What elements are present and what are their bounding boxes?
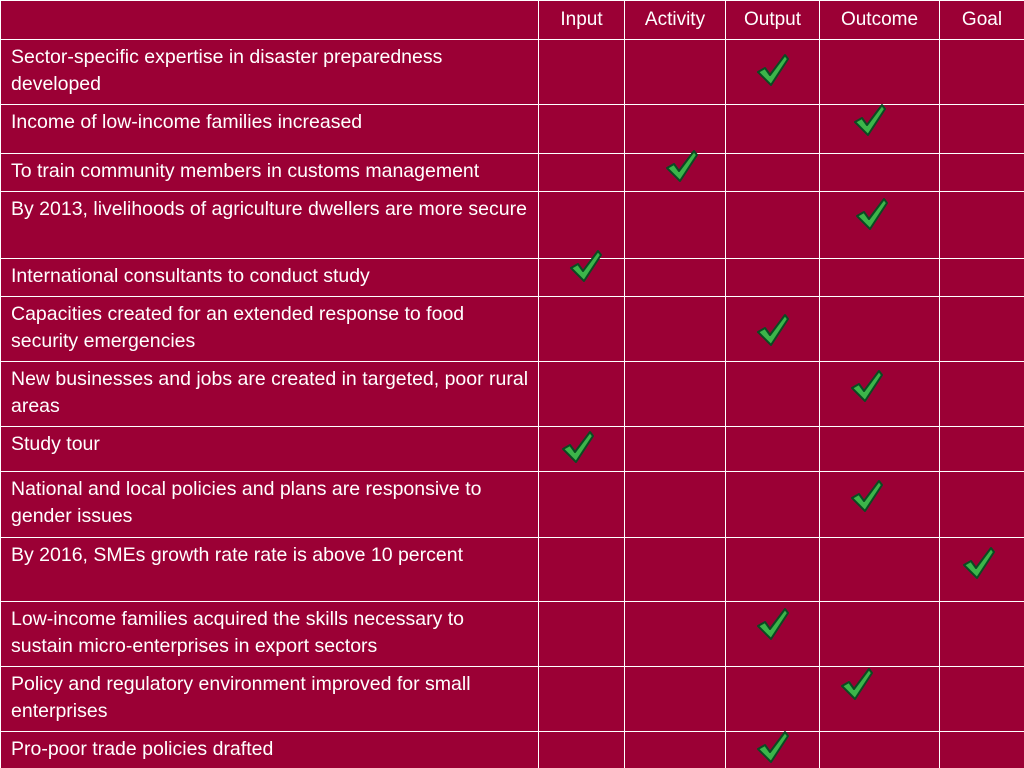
table-row xyxy=(1,538,1024,602)
cell-activity xyxy=(625,105,726,154)
table-row xyxy=(1,602,1024,667)
table-row xyxy=(1,362,1024,427)
cell-outcome xyxy=(820,259,940,297)
cell-goal xyxy=(940,667,1024,732)
cell-goal xyxy=(940,538,1024,602)
cell-outcome xyxy=(820,192,940,259)
cell-goal xyxy=(940,297,1024,362)
checkmark-icon xyxy=(855,197,889,231)
cell-goal xyxy=(940,259,1024,297)
cell-outcome xyxy=(820,538,940,602)
row-description: Study tour xyxy=(1,427,539,472)
table-row xyxy=(1,259,1024,297)
cell-output xyxy=(726,362,820,427)
cell-activity xyxy=(625,538,726,602)
checkmark-icon xyxy=(850,369,884,403)
cell-outcome xyxy=(820,472,940,538)
cell-output xyxy=(726,40,820,105)
row-description: Pro-poor trade policies drafted xyxy=(1,732,539,768)
checkmark-icon xyxy=(850,479,884,513)
header-row xyxy=(1,1,1024,40)
cell-activity xyxy=(625,192,726,259)
cell-input xyxy=(539,472,625,538)
cell-outcome xyxy=(820,105,940,154)
checkmark-icon xyxy=(840,667,874,701)
checkmark-icon xyxy=(756,313,790,347)
cell-outcome xyxy=(820,362,940,427)
cell-goal xyxy=(940,362,1024,427)
row-description: To train community members in customs management xyxy=(1,154,539,192)
row-description: Low-income families acquired the skills necessary to sustain micro-enterprises in export sectors xyxy=(1,602,539,667)
cell-output xyxy=(726,427,820,472)
table-row xyxy=(1,154,1024,192)
cell-goal xyxy=(940,732,1024,768)
cell-activity xyxy=(625,40,726,105)
cell-activity xyxy=(625,297,726,362)
cell-activity xyxy=(625,427,726,472)
row-description: By 2013, livelihoods of agriculture dwellers are more secure xyxy=(1,192,539,259)
table-row xyxy=(1,192,1024,259)
table-row xyxy=(1,40,1024,105)
checkmark-icon xyxy=(853,103,887,137)
column-header-output: Output xyxy=(726,1,820,40)
row-description: Sector-specific expertise in disaster preparedness developed xyxy=(1,40,539,105)
cell-output xyxy=(726,538,820,602)
column-header-outcome: Outcome xyxy=(820,1,940,40)
cell-activity xyxy=(625,362,726,427)
cell-activity xyxy=(625,732,726,768)
cell-input xyxy=(539,602,625,667)
cell-input xyxy=(539,105,625,154)
checkmark-icon xyxy=(756,607,790,641)
cell-outcome xyxy=(820,602,940,667)
table-row xyxy=(1,667,1024,732)
row-description: New businesses and jobs are created in targeted, poor rural areas xyxy=(1,362,539,427)
cell-output xyxy=(726,154,820,192)
cell-input xyxy=(539,154,625,192)
cell-outcome xyxy=(820,667,940,732)
column-header-input: Input xyxy=(539,1,625,40)
cell-outcome xyxy=(820,427,940,472)
checkmark-icon xyxy=(756,53,790,87)
table-row xyxy=(1,297,1024,362)
checkmark-icon xyxy=(561,430,595,464)
cell-activity xyxy=(625,472,726,538)
cell-output xyxy=(726,105,820,154)
cell-goal xyxy=(940,472,1024,538)
table-row xyxy=(1,472,1024,538)
checkmark-icon xyxy=(756,730,790,764)
cell-activity xyxy=(625,602,726,667)
cell-input xyxy=(539,40,625,105)
cell-activity xyxy=(625,259,726,297)
cell-input xyxy=(539,538,625,602)
cell-output xyxy=(726,192,820,259)
row-description: Policy and regulatory environment improved for small enterprises xyxy=(1,667,539,732)
column-header-goal: Goal xyxy=(940,1,1024,40)
cell-outcome xyxy=(820,732,940,768)
checkmark-icon xyxy=(665,149,699,183)
cell-input xyxy=(539,297,625,362)
cell-output xyxy=(726,602,820,667)
cell-input xyxy=(539,732,625,768)
cell-goal xyxy=(940,154,1024,192)
row-description: National and local policies and plans are responsive to gender issues xyxy=(1,472,539,538)
cell-goal xyxy=(940,427,1024,472)
cell-output xyxy=(726,297,820,362)
row-description: International consultants to conduct study xyxy=(1,259,539,297)
cell-goal xyxy=(940,602,1024,667)
cell-outcome xyxy=(820,40,940,105)
cell-output xyxy=(726,259,820,297)
cell-goal xyxy=(940,192,1024,259)
cell-output xyxy=(726,667,820,732)
header-blank-cell xyxy=(1,1,539,40)
cell-input xyxy=(539,427,625,472)
cell-outcome xyxy=(820,297,940,362)
table-row xyxy=(1,105,1024,154)
cell-outcome xyxy=(820,154,940,192)
cell-input xyxy=(539,667,625,732)
table-row xyxy=(1,732,1024,768)
cell-output xyxy=(726,732,820,768)
checkmark-icon xyxy=(569,249,603,283)
cell-activity xyxy=(625,154,726,192)
cell-input xyxy=(539,259,625,297)
cell-output xyxy=(726,472,820,538)
cell-input xyxy=(539,362,625,427)
row-description: Capacities created for an extended response to food security emergencies xyxy=(1,297,539,362)
cell-goal xyxy=(940,105,1024,154)
column-header-activity: Activity xyxy=(625,1,726,40)
table-row xyxy=(1,427,1024,472)
cell-activity xyxy=(625,667,726,732)
row-description: Income of low-income families increased xyxy=(1,105,539,154)
row-description: By 2016, SMEs growth rate rate is above 10 percent xyxy=(1,538,539,602)
cell-goal xyxy=(940,40,1024,105)
checkmark-icon xyxy=(962,546,996,580)
